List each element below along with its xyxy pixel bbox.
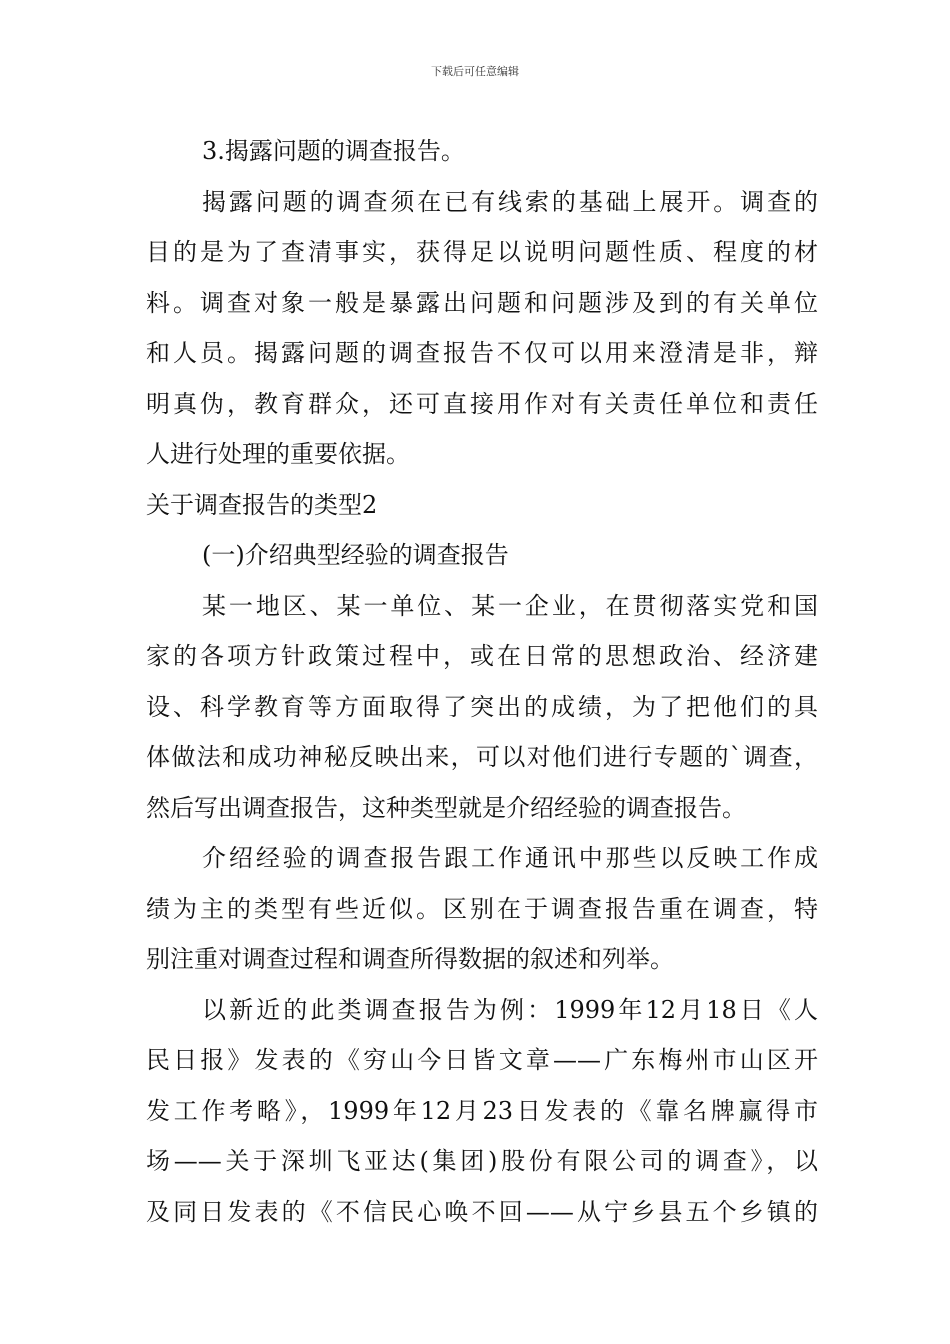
page-header: 下载后可任意编辑 xyxy=(431,65,519,78)
text-line: 别注重对调查过程和调查所得数据的叙述和列举。 xyxy=(146,945,674,973)
paragraph xyxy=(146,530,818,581)
paragraph xyxy=(146,833,818,985)
text-line: 家的各项方针政策过程中，或在日常的思想政治、经济建 xyxy=(146,642,818,670)
text-line: 介绍经验的调查报告跟工作通讯中那些以反映工作成 xyxy=(202,844,818,872)
text-line: 和人员。揭露问题的调查报告不仅可以用来澄清是非，辩 xyxy=(146,339,818,367)
document-body xyxy=(146,126,818,1237)
paragraph xyxy=(146,581,818,834)
text-line: 然后写出调查报告，这种类型就是介绍经验的调查报告。 xyxy=(146,793,746,822)
text-line: 人进行处理的重要依据。 xyxy=(146,440,410,468)
text-line: 绩为主的类型有些近似。区别在于调查报告重在调查，特 xyxy=(146,894,818,923)
text-line: 揭露问题的调查须在已有线索的基础上展开。调查的 xyxy=(202,187,818,216)
paragraph xyxy=(146,177,818,480)
text-line: (一)介绍典型经验的调查报告 xyxy=(202,541,509,569)
text-line: 某一地区、某一单位、某一企业，在贯彻落实党和国 xyxy=(202,591,818,620)
text-line: 3.揭露问题的调查报告。 xyxy=(202,137,465,165)
text-line: 以新近的此类调查报告为例：1999年12月18日《人 xyxy=(202,995,818,1024)
paragraph xyxy=(146,126,818,177)
text-line: 目的是为了查清事实，获得足以说明问题性质、程度的材 xyxy=(146,238,818,266)
text-line: 关于调查报告的类型2 xyxy=(146,490,378,519)
text-line: 体做法和成功神秘反映出来，可以对他们进行专题的`调查， xyxy=(146,743,818,771)
text-line: 民日报》发表的《穷山今日皆文章——广东梅州市山区开 xyxy=(146,1046,818,1074)
text-line: 及同日发表的《不信民心唤不回——从宁乡县五个乡镇的 xyxy=(146,1197,818,1226)
paragraph xyxy=(146,480,818,531)
text-line: 发工作考略》，1999年12月23日发表的《靠名牌赢得市 xyxy=(146,1096,818,1125)
text-line: 场——关于深圳飞亚达(集团)股份有限公司的调查》，以 xyxy=(146,1147,818,1175)
text-line: 料。调查对象一般是暴露出问题和问题涉及到的有关单位 xyxy=(146,288,818,317)
text-line: 设、科学教育等方面取得了突出的成绩，为了把他们的具 xyxy=(146,692,818,721)
paragraph xyxy=(146,985,818,1238)
text-line: 明真伪，教育群众，还可直接用作对有关责任单位和责任 xyxy=(146,389,818,418)
